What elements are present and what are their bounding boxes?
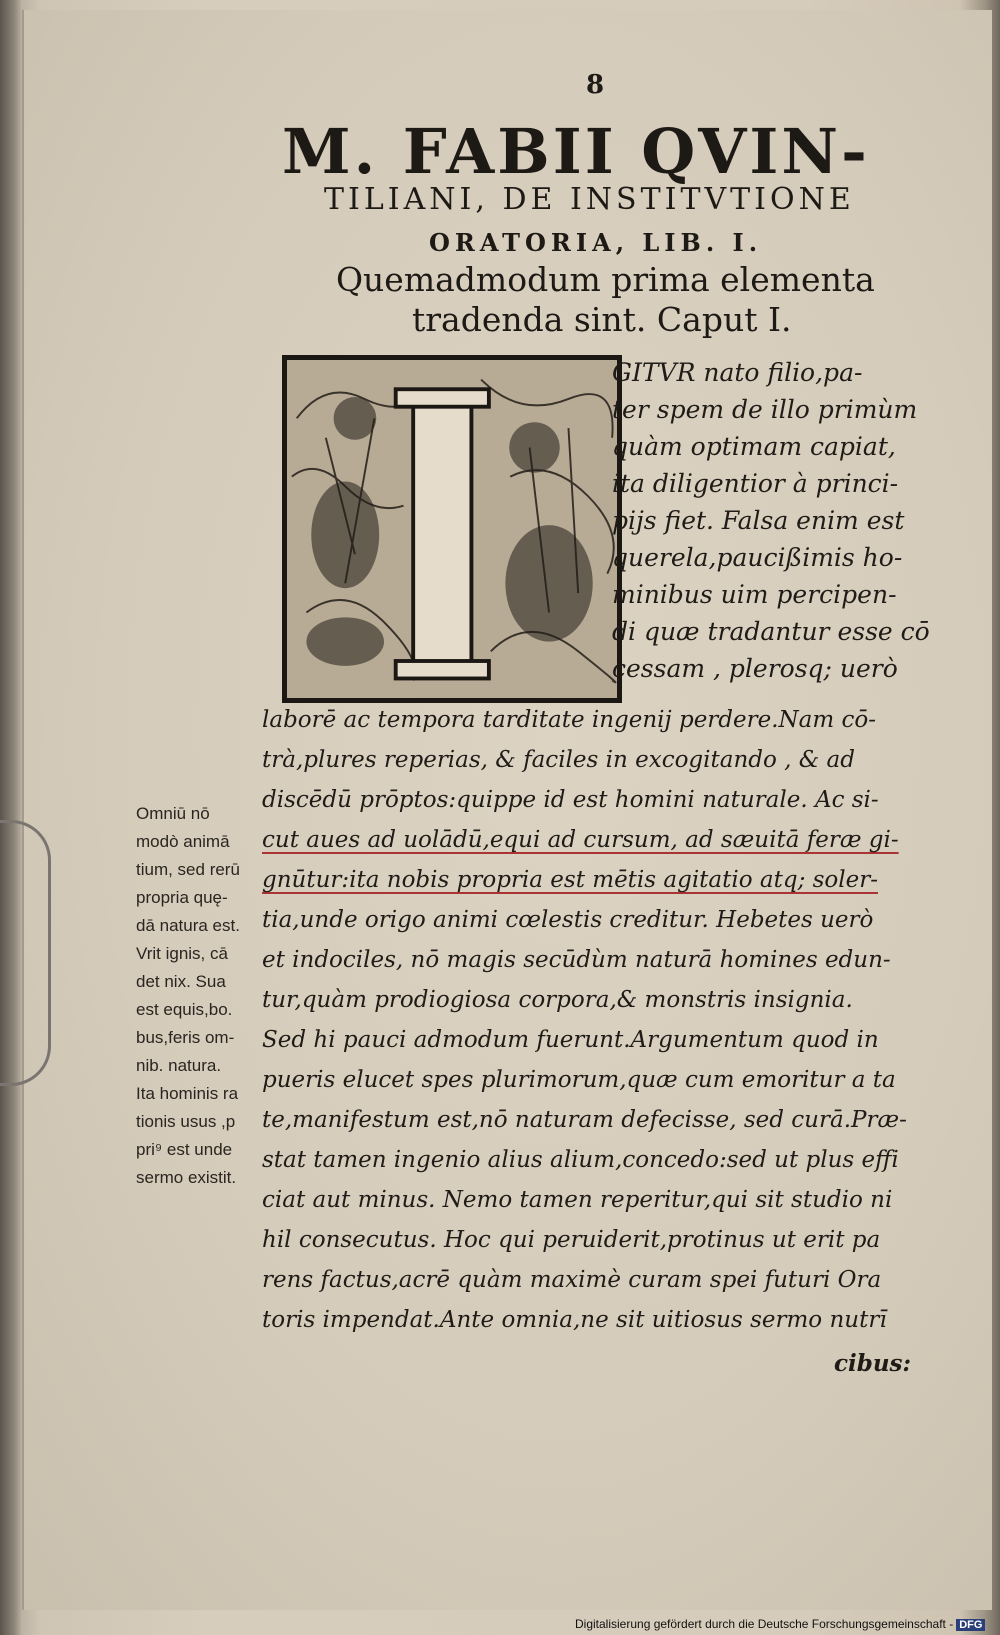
body-text	[24, 10, 992, 1610]
body-line: querela,paucißimis ho-	[612, 543, 903, 572]
body-line: et indociles, nō magis secūdùm naturā homines edun-	[262, 947, 891, 973]
margin-note-line: tionis usus ,p	[136, 1112, 236, 1131]
body-line: toris impendat.Ante omnia,ne sit uitiosus sermo nutrī	[262, 1307, 887, 1333]
title-line-2: TILIANI, DE INSTITVTIONE	[324, 182, 855, 217]
chapter-heading-1: Quemadmodum prima elementa	[336, 260, 875, 299]
margin-note-line: det nix. Sua	[136, 972, 226, 991]
body-line: ciat aut minus. Nemo tamen reperitur,qui sit studio ni	[262, 1187, 893, 1213]
margin-note-line: dā natura est.	[136, 916, 240, 935]
body-line: GITVR nato filio,pa-	[612, 358, 863, 387]
footer-credit	[575, 1617, 985, 1631]
body-line: hil consecutus. Hoc qui peruiderit,protinus ut erit pa	[262, 1227, 881, 1253]
body-line: tur,quàm prodiogiosa corpora,& monstris insignia.	[262, 987, 853, 1013]
margin-note-line: Omniū nō	[136, 804, 210, 823]
body-line: laborē ac tempora tarditate ingenij perdere.Nam cō-	[262, 707, 877, 733]
body-line: pueris elucet spes plurimorum,quæ cum emoritur a ta	[262, 1067, 896, 1093]
margin-note-line: pri⁹ est unde	[136, 1140, 233, 1159]
margin-note-line: propria quę-	[136, 888, 228, 907]
body-line: discēdū prōptos:quippe id est homini naturale. Ac si-	[262, 787, 879, 813]
body-line: tia,unde origo animi cœlestis creditur. Hebetes uerò	[262, 907, 874, 933]
body-line: ita diligentior à princi-	[612, 469, 899, 498]
body-line: rens factus,acrē quàm maximè curam spei futuri Ora	[262, 1267, 882, 1293]
footer-text: Digitalisierung gefördert durch die Deutsche Forschungsgemeinschaft -	[575, 1617, 954, 1631]
dfg-logo: DFG	[956, 1619, 985, 1631]
title-line-1: M. FABII QVIN-	[282, 115, 870, 188]
margin-note-line: tium, sed rerū	[136, 860, 240, 879]
body-line: di quæ tradantur esse cō	[612, 617, 930, 646]
margin-note-line: est equis,bo.	[136, 1000, 233, 1019]
body-line: trà,plures reperias, & faciles in excogitando , & ad	[262, 747, 855, 773]
body-line: ter spem de illo primùm	[612, 395, 918, 424]
page-clip	[0, 820, 51, 1086]
margin-note-line: nib. natura.	[136, 1056, 222, 1075]
book-page	[22, 10, 992, 1610]
margin-note-line: Ita hominis ra	[136, 1084, 239, 1103]
catchword: cibus:	[834, 1350, 911, 1377]
body-line: te,manifestum est,nō naturam defecisse, sed curā.Præ-	[262, 1107, 907, 1133]
folio-number: 8	[586, 70, 605, 100]
body-line-underlined: cut aues ad uolādū,equi ad cursum, ad sæuitā feræ gi-	[262, 827, 899, 853]
body-line: quàm optimam capiat,	[612, 432, 896, 461]
body-line: minibus uim percipen-	[612, 580, 897, 609]
margin-note-line: bus,feris om-	[136, 1028, 235, 1047]
body-line: pijs fiet. Falsa enim est	[612, 506, 905, 535]
margin-note-line: Vrit ignis, cā	[136, 944, 228, 963]
body-line: Sed hi pauci admodum fuerunt.Argumentum quod in	[262, 1027, 879, 1053]
body-line-underlined: gnūtur:ita nobis propria est mētis agitatio atq; soler-	[262, 867, 879, 893]
margin-note-line: modò animā	[136, 832, 230, 851]
body-line: cessam , plerosq; uerò	[612, 654, 898, 683]
body-line: stat tamen ingenio alius alium,concedo:sed ut plus effi	[262, 1147, 899, 1173]
title-line-3: ORATORIA, LIB. I.	[429, 228, 763, 257]
chapter-heading-2: tradenda sint. Caput I.	[412, 300, 792, 339]
margin-note-line: sermo existit.	[136, 1168, 237, 1187]
